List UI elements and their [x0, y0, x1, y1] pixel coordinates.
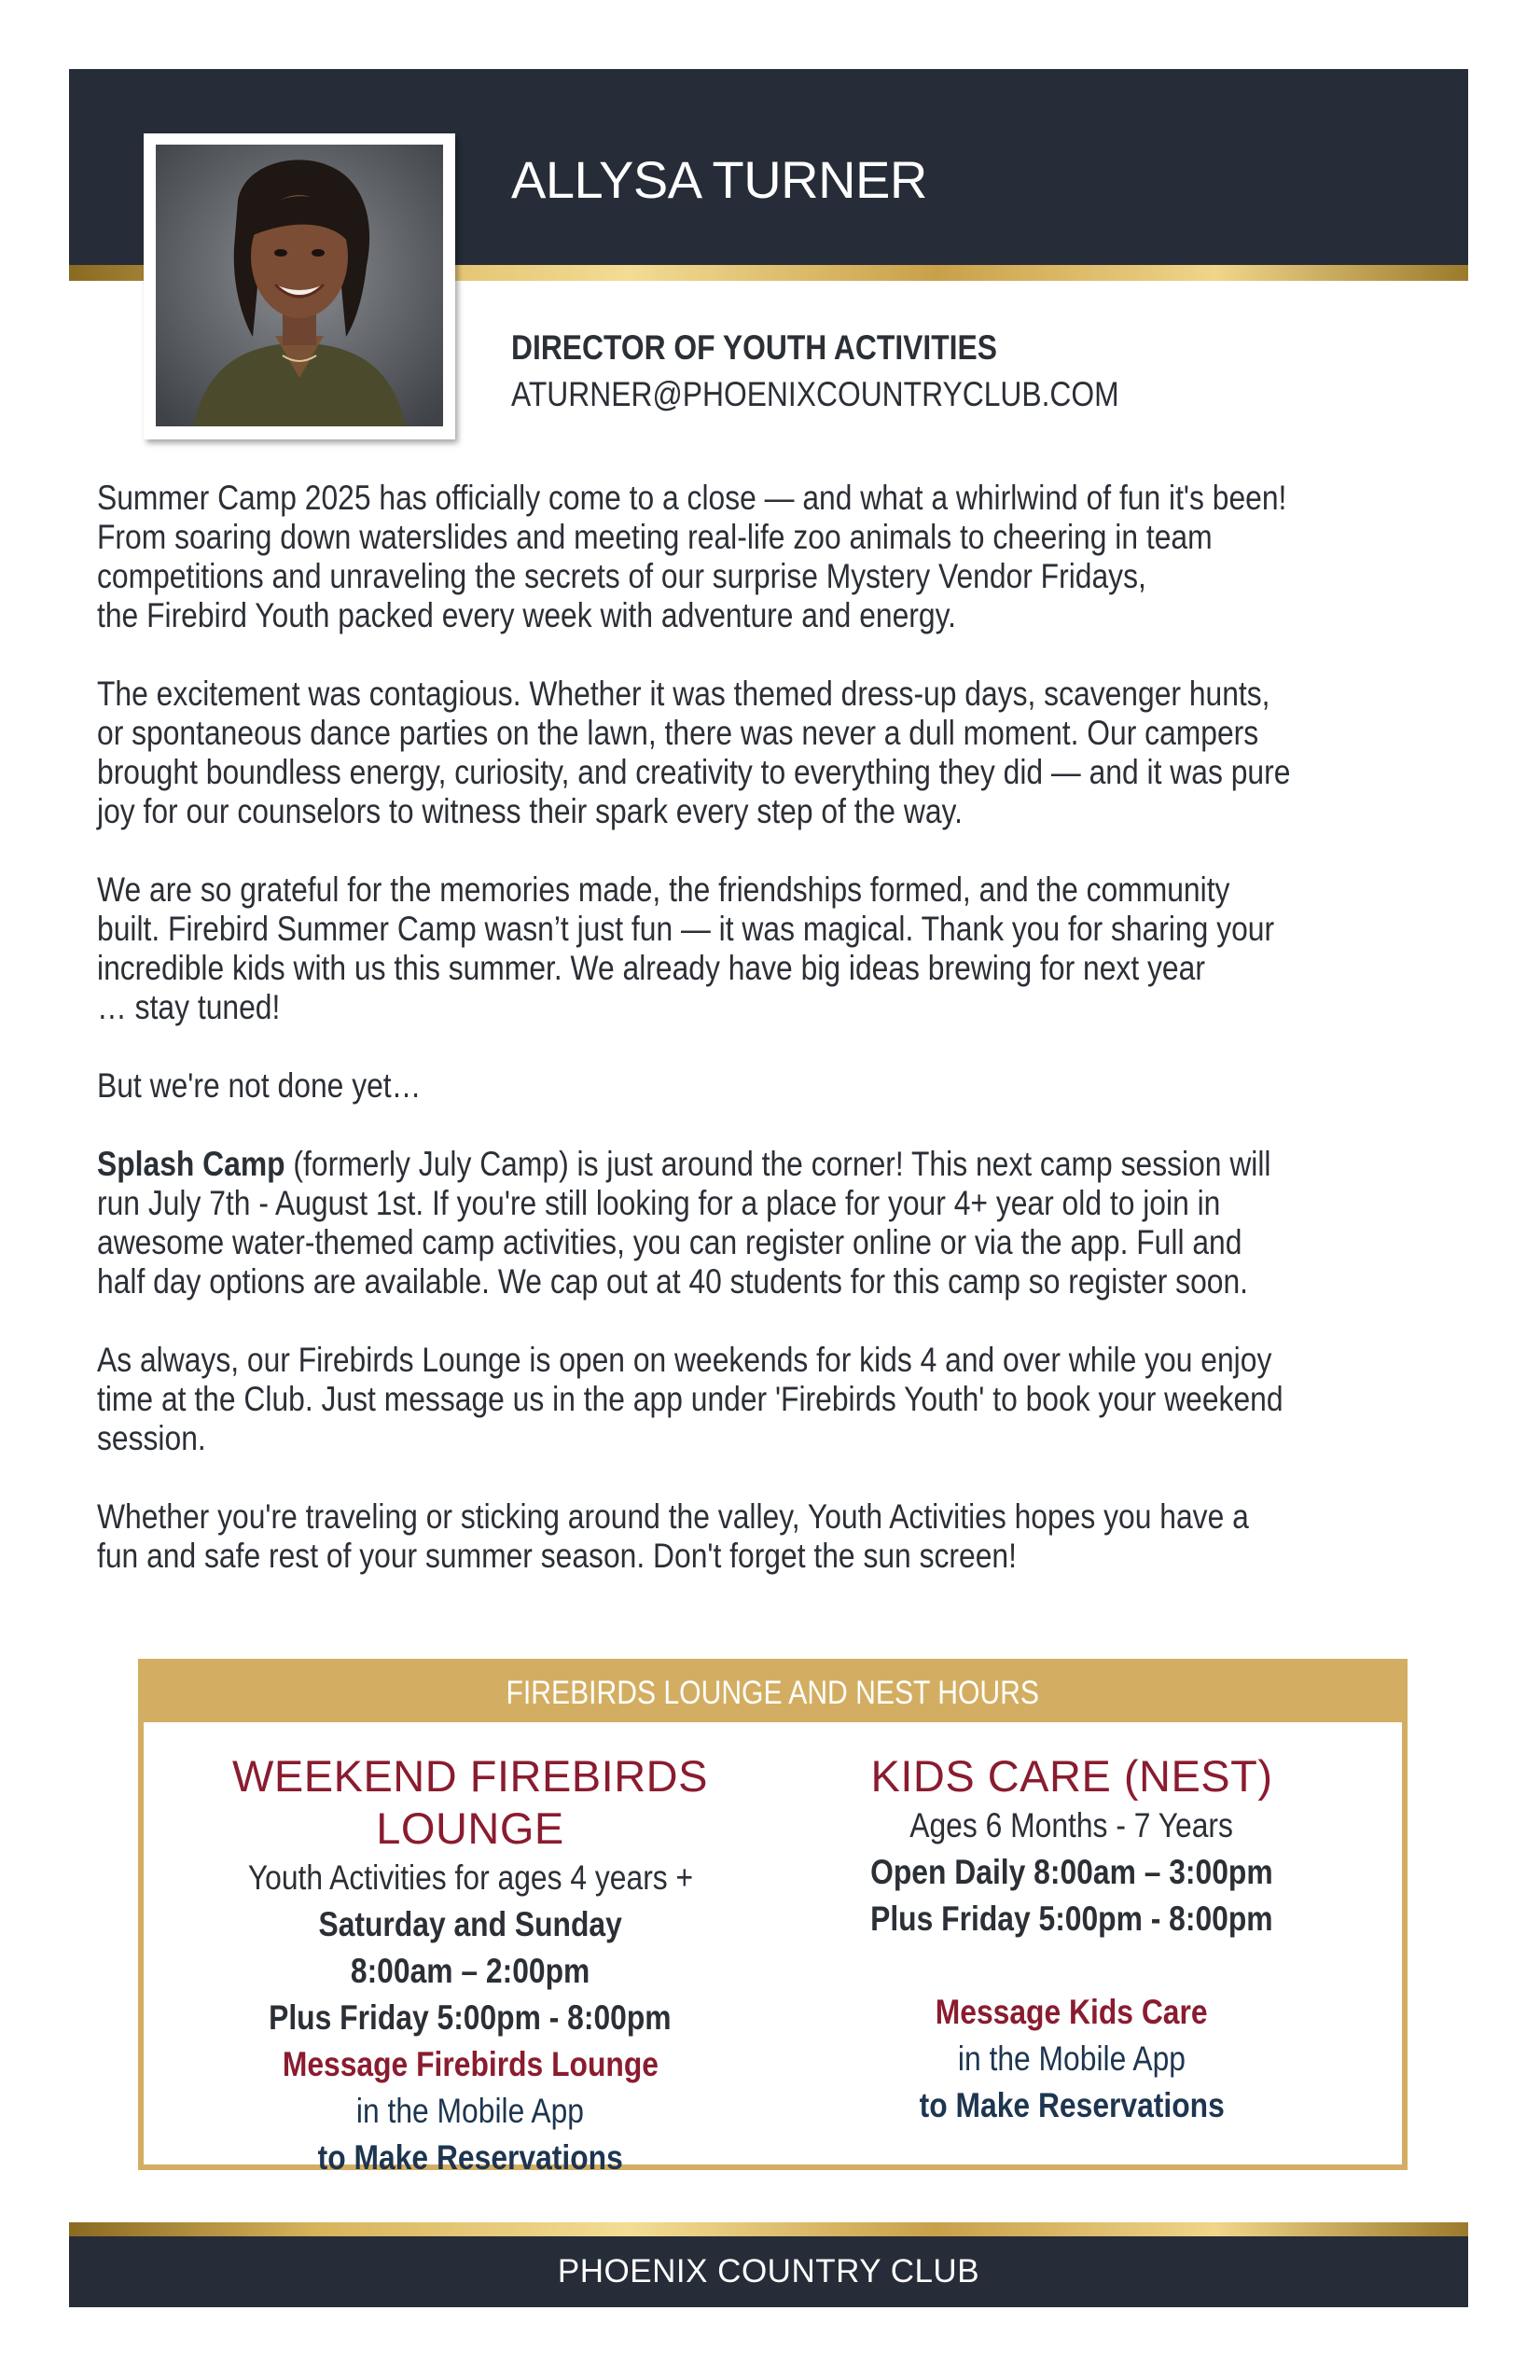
portrait-illustration [156, 145, 443, 426]
splash-camp-label: Splash Camp [97, 1145, 285, 1183]
hours-title: FIREBIRDS LOUNGE AND NEST HOURS [144, 1664, 1402, 1722]
lounge-heading: WEEKEND FIREBIRDS LOUNGE [232, 1751, 708, 1853]
profile-photo [156, 145, 443, 426]
staff-role: DIRECTOR OF YOUTH ACTIVITIES [511, 328, 997, 367]
nest-heading: KIDS CARE (NEST) [870, 1751, 1273, 1801]
lounge-cta: to Make Reservations [317, 2138, 623, 2177]
footer-banner [69, 2236, 1468, 2307]
paragraph-splash-camp: Splash Camp (formerly July Camp) is just around the corner! This next camp session will run July 7th - August 1st. If you're still looking for a place for your 4+ year old to join in awesome water-themed camp activities, you can register online or via the app. Full and half day options are available. We cap out at 40 students for this camp so register soon. [97, 1145, 1271, 1301]
nest-column [787, 1750, 1356, 2129]
nest-spacer [787, 1942, 1356, 1989]
lounge-friday: Plus Friday 5:00pm - 8:00pm [269, 1998, 672, 2037]
hours-box [138, 1659, 1408, 2177]
profile-photo-frame [144, 133, 455, 439]
nest-message: Message Kids Care [936, 1993, 1208, 2031]
paragraph-recap: Summer Camp 2025 has officially come to a close — and what a whirlwind of fun it's been! From soaring down waterslides and meeting real-life zoo animals to cheering in team competitions and unraveling the secrets of our surprise Mystery Vendor Fridays, the Firebird Youth packed every week with adventure and energy. [97, 479, 1287, 634]
lounge-time: 8:00am – 2:00pm [350, 1952, 590, 1990]
lounge-message: Message Firebirds Lounge [282, 2045, 659, 2083]
nest-friday: Plus Friday 5:00pm - 8:00pm [870, 1900, 1273, 1938]
footer-label: PHOENIX COUNTRY CLUB [557, 2253, 980, 2290]
nest-cta: to Make Reservations [919, 2086, 1225, 2124]
lounge-days: Saturday and Sunday [318, 1905, 622, 1943]
lounge-subtitle: Youth Activities for ages 4 years + [247, 1858, 693, 1897]
footer-gold-stripe [69, 2222, 1468, 2236]
nest-daily: Open Daily 8:00am – 3:00pm [870, 1853, 1273, 1891]
paragraph-closing: Whether you're traveling or sticking around the valley, Youth Activities hopes you have a fun and safe rest of your summer season. Don't forget the sun screen! [97, 1497, 1249, 1575]
nest-app: in the Mobile App [957, 2039, 1186, 2078]
lounge-app: in the Mobile App [355, 2092, 585, 2130]
article-body [97, 479, 1461, 1615]
paragraph-not-done: But we're not done yet… [97, 1066, 422, 1105]
staff-email[interactable]: ATURNER@PHOENIXCOUNTRYCLUB.COM [511, 375, 1119, 413]
paragraph-excitement: The excitement was contagious. Whether it was themed dress-up days, scavenger hunts, or spontaneous dance parties on the lawn, there was never a dull moment. Our campers brought boundless energy, curiosity, and creativity to everything they did — and it was pure joy for our counselors to witness their spark every step of the way. [97, 675, 1291, 830]
paragraph-gratitude: We are so grateful for the memories made, the friendships formed, and the community built. Firebird Summer Camp wasn’t just fun — it was magical. Thank you for sharing your incredible kids with us this summer. We already have big ideas brewing for next year … stay tuned! [97, 870, 1275, 1026]
paragraph-lounge: As always, our Firebirds Lounge is open on weekends for kids 4 and over while you enjoy time at the Club. Just message us in the app under 'Firebirds Youth' to book your weekend session. [97, 1341, 1283, 1457]
nest-subtitle: Ages 6 Months - 7 Years [909, 1806, 1234, 1844]
staff-name: ALLYSA TURNER [511, 150, 927, 209]
lounge-column [144, 1750, 797, 2181]
